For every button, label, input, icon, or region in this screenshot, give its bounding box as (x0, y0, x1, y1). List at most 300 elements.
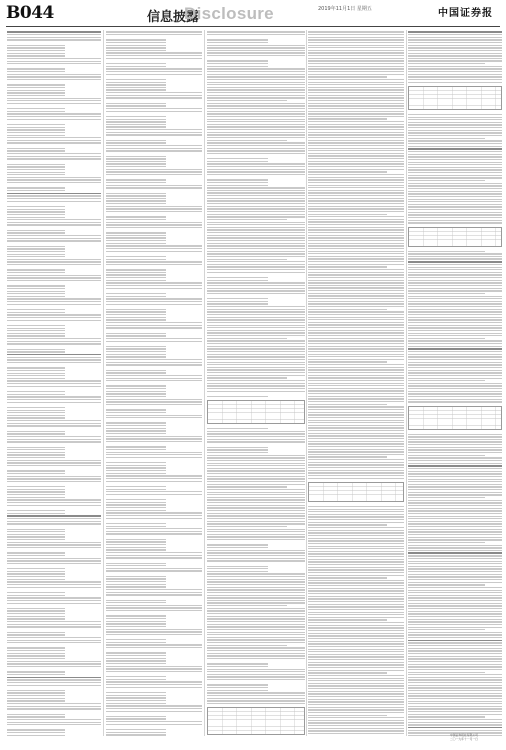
heading-line (408, 640, 502, 641)
text-line (106, 631, 202, 632)
text-line (207, 42, 268, 43)
text-line (207, 87, 305, 88)
text-line (408, 55, 502, 56)
text-line (207, 332, 305, 333)
text-line (408, 343, 502, 344)
text-line (408, 114, 502, 115)
text-line (408, 627, 502, 628)
text-line (308, 664, 404, 665)
text-line (7, 222, 101, 223)
text-line (408, 359, 502, 360)
heading-line (7, 515, 101, 516)
text-line (207, 645, 287, 646)
text-line (308, 192, 404, 193)
text-line (106, 277, 166, 278)
text-line (207, 330, 305, 331)
text-line (408, 140, 502, 141)
text-line (408, 648, 502, 649)
text-line (106, 729, 166, 730)
data-table (408, 406, 502, 430)
text-line (408, 434, 502, 435)
text-line (207, 629, 305, 630)
text-line (106, 327, 202, 328)
text-line (106, 200, 166, 201)
text-line (308, 306, 404, 307)
text-line (308, 730, 404, 731)
column-divider (306, 30, 307, 736)
text-line (7, 198, 101, 199)
text-line (7, 412, 65, 413)
text-line (7, 150, 65, 151)
text-line (7, 256, 65, 257)
text-line (408, 146, 502, 147)
text-line (308, 163, 404, 164)
text-line (207, 616, 305, 617)
text-line (106, 668, 202, 669)
text-line (308, 37, 404, 38)
text-line (408, 463, 502, 464)
text-line (207, 185, 268, 186)
text-line (7, 637, 101, 638)
text-line (308, 701, 404, 702)
text-line (7, 166, 65, 167)
text-line (308, 39, 404, 40)
text-line (7, 698, 65, 699)
text-line (308, 63, 404, 64)
text-line (106, 436, 202, 437)
text-line (207, 306, 305, 307)
text-line (408, 645, 502, 646)
text-line (408, 595, 502, 596)
text-line (207, 103, 305, 104)
text-line (106, 626, 166, 627)
text-line (106, 681, 202, 682)
text-line (7, 206, 65, 207)
text-line (106, 679, 166, 680)
text-line (7, 37, 101, 38)
text-line (7, 603, 101, 604)
text-line (7, 653, 65, 654)
text-line (7, 230, 65, 231)
text-line (106, 489, 166, 490)
text-line (207, 219, 287, 220)
text-line (408, 664, 502, 665)
text-line (7, 626, 101, 627)
text-line (207, 298, 268, 299)
text-line (7, 415, 65, 416)
text-line (308, 158, 404, 159)
text-line (7, 219, 101, 220)
text-line (408, 563, 502, 564)
text-line (308, 704, 404, 705)
text-line (408, 124, 502, 125)
text-line (106, 216, 166, 217)
text-line (7, 169, 65, 170)
text-line (308, 221, 404, 222)
text-line (7, 362, 101, 363)
text-line (7, 92, 65, 93)
text-line (7, 420, 101, 421)
text-line (308, 516, 404, 517)
text-line (408, 306, 502, 307)
text-line (106, 264, 202, 265)
text-line (308, 95, 404, 96)
text-line (408, 204, 502, 205)
text-line (207, 573, 305, 574)
text-line (308, 232, 404, 233)
text-line (106, 518, 202, 519)
text-line (408, 74, 502, 75)
text-line (408, 156, 502, 157)
text-line (308, 332, 404, 333)
text-line (408, 613, 502, 614)
text-line (106, 721, 202, 722)
text-line (308, 76, 387, 77)
text-line (7, 716, 65, 717)
text-line (7, 447, 65, 448)
text-line (207, 208, 305, 209)
text-line (408, 526, 502, 527)
text-line (308, 185, 404, 186)
text-line (7, 251, 65, 252)
text-line (308, 643, 404, 644)
text-line (106, 433, 166, 434)
text-line (7, 732, 65, 733)
text-line (7, 272, 65, 273)
data-table (207, 400, 305, 424)
text-line (106, 341, 202, 342)
text-line (408, 513, 502, 514)
text-line (106, 607, 202, 608)
text-line (308, 593, 404, 594)
text-line (106, 457, 202, 458)
text-line (408, 385, 502, 386)
text-line (408, 335, 502, 336)
text-line (308, 625, 404, 626)
text-line (308, 548, 404, 549)
text-line (207, 232, 305, 233)
text-line (308, 509, 404, 510)
text-line (408, 53, 502, 54)
text-line (308, 438, 404, 439)
text-line (308, 590, 404, 591)
text-line (7, 124, 65, 125)
text-line (7, 224, 101, 225)
text-line (106, 396, 166, 397)
text-line (408, 669, 502, 670)
text-line (207, 266, 305, 267)
text-line (408, 214, 502, 215)
text-line (408, 401, 502, 402)
text-line (7, 685, 101, 686)
text-line (207, 388, 305, 389)
heading-line (7, 193, 101, 194)
text-line (308, 322, 404, 323)
section-title-english: Disclosure (184, 4, 274, 23)
text-line (7, 312, 65, 313)
text-line (7, 338, 101, 339)
text-line (207, 666, 268, 667)
text-line (308, 84, 404, 85)
text-line (7, 552, 65, 553)
text-line (408, 500, 502, 501)
text-line (408, 180, 485, 181)
text-line (106, 610, 202, 611)
text-line (308, 145, 404, 146)
text-line (7, 201, 101, 202)
text-line (7, 53, 65, 54)
text-line (308, 140, 404, 141)
text-line (7, 100, 101, 101)
text-line (207, 529, 305, 530)
text-line (7, 647, 65, 648)
text-line (7, 462, 101, 463)
text-line (106, 354, 166, 355)
text-line (106, 652, 166, 653)
text-line (106, 174, 202, 175)
text-line (106, 528, 202, 529)
text-line (106, 629, 202, 630)
text-line (308, 137, 404, 138)
text-line (207, 129, 305, 130)
text-line (207, 499, 305, 500)
text-line (408, 264, 502, 265)
text-line (408, 201, 502, 202)
text-line (207, 192, 305, 193)
footer-publisher: 中国证券报社有限公司 (450, 733, 478, 737)
text-line (408, 285, 502, 286)
text-line (408, 167, 502, 168)
text-line (308, 656, 404, 657)
text-line (207, 473, 305, 474)
text-line (207, 150, 305, 151)
text-line (408, 719, 502, 720)
text-line (308, 443, 404, 444)
text-line (308, 527, 404, 528)
text-line (308, 293, 404, 294)
text-line (7, 140, 101, 141)
text-line (308, 459, 404, 460)
text-line (207, 198, 305, 199)
text-line (308, 68, 404, 69)
text-line (7, 103, 101, 104)
text-line (408, 439, 502, 440)
text-line (408, 269, 502, 270)
text-line (7, 407, 65, 408)
text-line (408, 193, 502, 194)
text-line (308, 467, 404, 468)
text-line (408, 452, 502, 453)
text-line (408, 63, 485, 64)
text-line (207, 484, 305, 485)
text-line (106, 364, 202, 365)
text-line (207, 505, 305, 506)
text-line (106, 111, 202, 112)
text-line (308, 530, 404, 531)
text-line (207, 121, 305, 122)
text-line (106, 203, 166, 204)
text-line (207, 248, 305, 249)
text-line (207, 261, 305, 262)
text-line (408, 505, 502, 506)
text-line (408, 484, 502, 485)
text-line (7, 378, 65, 379)
text-line (408, 253, 502, 254)
text-line (308, 441, 404, 442)
text-line (7, 581, 101, 582)
text-line (308, 282, 404, 283)
text-line (106, 124, 166, 125)
text-line (207, 589, 305, 590)
text-line (308, 409, 404, 410)
text-line (106, 251, 202, 252)
text-line (207, 526, 287, 527)
text-line (7, 111, 65, 112)
text-line (408, 45, 502, 46)
text-line (106, 370, 166, 371)
text-line (7, 682, 101, 683)
text-line (207, 433, 305, 434)
text-line (207, 518, 305, 519)
text-line (7, 473, 65, 474)
text-line (106, 208, 202, 209)
text-line (106, 348, 166, 349)
text-line (308, 633, 404, 634)
text-line (106, 502, 166, 503)
text-line (408, 346, 502, 347)
text-line (308, 179, 404, 180)
text-line (308, 34, 404, 35)
text-line (308, 153, 404, 154)
text-line (408, 534, 502, 535)
text-line (308, 150, 404, 151)
text-line (308, 717, 404, 718)
text-line (308, 420, 404, 421)
text-line (7, 248, 65, 249)
text-line (207, 240, 305, 241)
text-line (106, 478, 202, 479)
text-line (207, 608, 305, 609)
text-line (7, 735, 65, 736)
text-line (308, 667, 404, 668)
text-line (207, 367, 305, 368)
text-line (207, 679, 305, 680)
text-line (7, 573, 65, 574)
text-line (308, 258, 404, 259)
text-line (7, 209, 65, 210)
text-line (408, 196, 502, 197)
text-column-4 (308, 30, 404, 736)
text-line (106, 600, 166, 601)
text-line (7, 351, 65, 352)
text-line (207, 639, 305, 640)
text-line (7, 113, 101, 114)
text-line (207, 97, 305, 98)
text-line (308, 200, 404, 201)
text-line (106, 618, 166, 619)
text-line (308, 433, 404, 434)
text-line (7, 90, 65, 91)
text-line (106, 288, 202, 289)
text-line (106, 499, 166, 500)
text-line (106, 470, 166, 471)
text-line (7, 722, 101, 723)
text-line (207, 684, 268, 685)
text-line (308, 272, 404, 273)
text-line (207, 116, 305, 117)
text-line (308, 514, 404, 515)
text-line (408, 117, 502, 118)
text-line (106, 282, 202, 283)
text-line (106, 557, 202, 558)
text-line (408, 587, 502, 588)
text-line (106, 240, 166, 241)
text-line (7, 513, 65, 514)
text-line (7, 560, 101, 561)
text-line (7, 288, 65, 289)
text-line (308, 343, 404, 344)
text-line (408, 303, 502, 304)
text-line (207, 280, 268, 281)
text-line (308, 662, 404, 663)
text-line (408, 378, 502, 379)
text-line (408, 523, 502, 524)
text-line (308, 155, 404, 156)
text-line (106, 134, 202, 135)
text-line (408, 50, 502, 51)
text-line (207, 687, 268, 688)
text-line (207, 309, 305, 310)
text-line (207, 31, 305, 32)
text-line (106, 148, 202, 149)
data-table (408, 86, 502, 110)
text-line (308, 556, 404, 557)
text-line (106, 663, 166, 664)
text-line (408, 138, 485, 139)
text-line (7, 452, 65, 453)
text-line (106, 494, 202, 495)
text-line (207, 470, 305, 471)
text-line (106, 145, 202, 146)
text-line (7, 410, 65, 411)
text-line (106, 438, 202, 439)
text-line (408, 354, 502, 355)
text-line (408, 206, 502, 207)
text-line (7, 661, 101, 662)
text-line (106, 512, 202, 513)
text-line (408, 325, 502, 326)
text-line (106, 647, 202, 648)
text-line (308, 680, 404, 681)
text-line (7, 137, 101, 138)
text-line (106, 52, 202, 53)
text-line (408, 471, 502, 472)
text-line (408, 698, 502, 699)
text-line (408, 39, 502, 40)
text-line (207, 457, 305, 458)
text-line (106, 692, 166, 693)
text-line (7, 116, 101, 117)
text-line (7, 370, 65, 371)
text-line (207, 698, 305, 699)
text-line (207, 486, 287, 487)
text-line (408, 42, 502, 43)
text-line (408, 516, 502, 517)
text-line (106, 594, 202, 595)
footer-imprint (450, 733, 502, 747)
text-line (106, 666, 202, 667)
text-line (408, 579, 502, 580)
